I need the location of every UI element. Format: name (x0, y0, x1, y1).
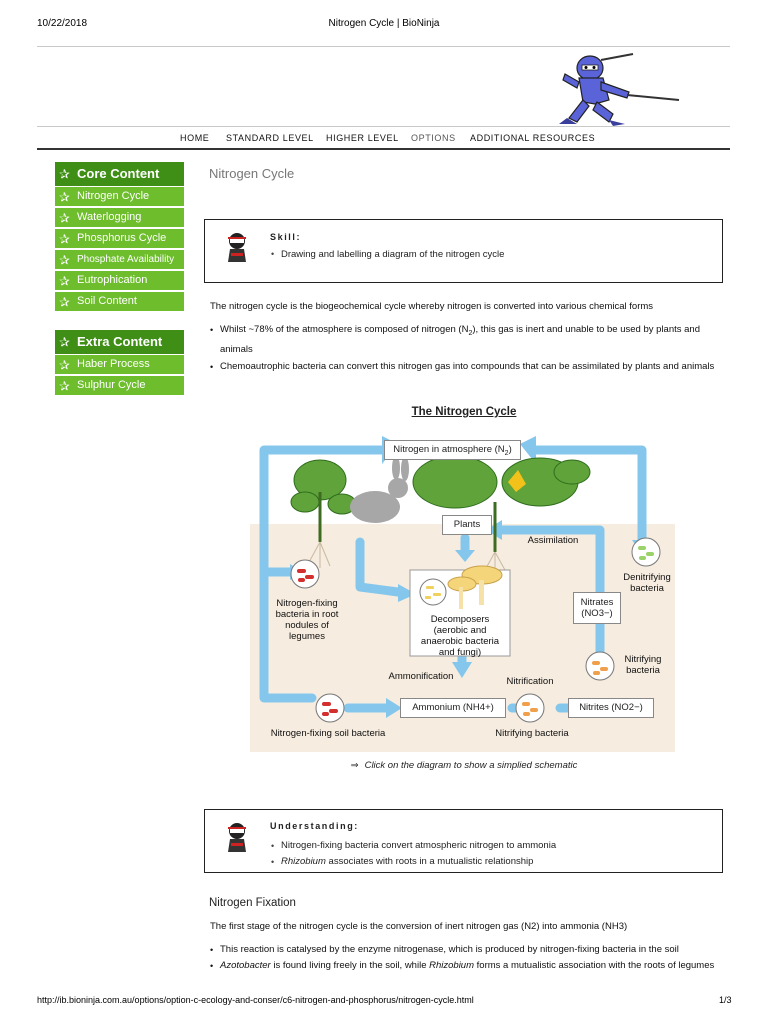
nav-top-rule (37, 126, 730, 127)
star-icon: ✰ (59, 166, 70, 182)
sidebar-core (55, 162, 184, 313)
text-fragment: Azotobacter (220, 960, 271, 971)
nitrogen-cycle-diagram[interactable] (250, 432, 675, 752)
nav-options[interactable]: OPTIONS (411, 133, 456, 143)
subscript: 2 (504, 449, 509, 457)
sidebar-extra-heading (55, 330, 184, 355)
atmosphere-box (384, 440, 521, 460)
sidebar-item-label: Soil Content (77, 295, 137, 307)
star-icon: ✰ (59, 273, 70, 288)
nav-higher-level[interactable]: HIGHER LEVEL (326, 133, 399, 143)
page-title: Nitrogen Cycle (209, 166, 295, 181)
sidebar-item-label: Haber Process (77, 358, 150, 370)
diagram-label: ) (508, 444, 512, 455)
fixation-heading: Nitrogen Fixation (209, 897, 296, 909)
diagram-label: (NO3−) (581, 608, 613, 619)
list-item: • Chemoautrophic bacteria can convert this nitrogen gas into compounds that can be assimilated by plants and animals (210, 359, 725, 375)
star-icon: ✰ (59, 189, 70, 204)
diagram-title: The Nitrogen Cycle (411, 406, 517, 418)
ninja-avatar-icon (225, 822, 249, 859)
text-fragment: is found living freely in the soil, while (270, 960, 430, 971)
skill-box (204, 219, 723, 283)
sidebar-item-label: Waterlogging (77, 211, 142, 223)
text-fragment: forms a mutualistic association with the roots of legumes (474, 960, 715, 971)
sidebar-core-heading (55, 162, 184, 187)
text-fragment: Whilst ~78% of the atmosphere is composed of nitrogen (N (220, 324, 469, 335)
star-icon: ✰ (59, 357, 70, 372)
skill-list (271, 249, 711, 260)
print-url: http://ib.bioninja.com.au/options/option-c-ecology-and-conser/c6-nitrogen-and-phosphorus/nitrogen-cycle.html (37, 995, 474, 1005)
diagram-label: Decomposers (430, 614, 490, 625)
sidebar-item-label: Eutrophication (77, 274, 148, 286)
list-item (271, 854, 711, 870)
list-item: • This reaction is catalysed by the enzyme nitrogenase, which is produced by nitrogen-fixing bacteria in the soil (210, 942, 725, 958)
header-top-rule (37, 46, 730, 47)
sidebar-item-label: Phosphate Availability (77, 254, 175, 265)
nitrification-label: Nitrification (506, 676, 554, 687)
nav-standard-level[interactable]: STANDARD LEVEL (226, 133, 314, 143)
print-date: 10/22/2018 (37, 18, 88, 29)
star-icon: ✰ (59, 334, 70, 350)
sidebar-extra (55, 330, 184, 397)
ninja-avatar-icon (225, 232, 249, 269)
soil-bacteria-label: Nitrogen-fixing soil bacteria (270, 728, 386, 739)
sidebar-item-phosphorus-cycle[interactable] (55, 229, 184, 250)
nitrifying-label-lower: Nitrifying bacteria (495, 728, 569, 739)
sidebar-item-haber-process[interactable] (55, 355, 184, 376)
nitrates-box (573, 592, 621, 624)
sidebar-item-soil-content[interactable] (55, 292, 184, 313)
diagram-label: Nitrates (580, 597, 614, 608)
nitrifying-label-upper: Nitrifying bacteria (624, 654, 662, 676)
arrow-right-icon: ⇒ (350, 760, 359, 771)
understanding-box (204, 809, 723, 873)
sidebar-item-label: Phosphorus Cycle (77, 232, 167, 244)
fixation-bullets (210, 942, 725, 974)
sidebar-item-label: Nitrogen Cycle (77, 190, 150, 202)
fixation-intro: The first stage of the nitrogen cycle is the conversion of inert nitrogen gas (N2) into ammonia (NH3) (210, 921, 628, 932)
ninja-logo[interactable] (555, 52, 690, 127)
sidebar-item-label: Sulphur Cycle (77, 379, 146, 391)
root-nodule-label: Nitrogen-fixing bacteria in root nodules of legumes (275, 598, 339, 642)
star-icon: ✰ (59, 378, 70, 393)
star-icon: ✰ (59, 210, 70, 225)
text-fragment: Rhizobium (281, 856, 326, 867)
sidebar-extra-title: Extra Content (77, 334, 163, 349)
understanding-heading: Understanding: (270, 821, 359, 831)
understanding-list (271, 838, 711, 870)
decomposers-label (412, 614, 508, 658)
diagram-label: Nitrogen in atmosphere (N (393, 444, 505, 455)
list-item (210, 958, 725, 974)
nitrites-box: Nitrites (NO2−) (568, 698, 654, 718)
sidebar-item-waterlogging[interactable] (55, 208, 184, 229)
diagram-label: (aerobic and anaerobic bacteria and fungi) (420, 625, 500, 658)
caption-text: Click on the diagram to show a simplied schematic (364, 760, 578, 771)
denitrifying-label: Denitrifying bacteria (623, 572, 671, 594)
nav-home[interactable]: HOME (180, 133, 210, 143)
print-title: Nitrogen Cycle | BioNinja (328, 18, 440, 29)
ammonium-box: Ammonium (NH4+) (400, 698, 506, 718)
text-fragment: associates with roots in a mutualistic relationship (325, 856, 534, 867)
nav-bottom-rule (37, 148, 730, 150)
ammonification-label: Ammonification (388, 671, 454, 682)
sidebar-item-sulphur-cycle[interactable] (55, 376, 184, 397)
page-counter: 1/3 (719, 995, 732, 1005)
sidebar-item-eutrophication[interactable] (55, 271, 184, 292)
intro-text: The nitrogen cycle is the biogeochemical cycle whereby nitrogen is converted into various chemical forms (210, 301, 654, 312)
star-icon: ✰ (59, 294, 70, 309)
nav-additional-resources[interactable]: ADDITIONAL RESOURCES (470, 133, 596, 143)
star-icon: ✰ (59, 231, 70, 246)
sidebar-item-phosphate-availability[interactable] (55, 250, 184, 271)
sidebar-core-title: Core Content (77, 166, 160, 181)
sidebar-item-nitrogen-cycle[interactable] (55, 187, 184, 208)
diagram-caption[interactable] (0, 760, 768, 771)
list-item: • Drawing and labelling a diagram of the nitrogen cycle (271, 249, 711, 260)
list-item: • Nitrogen-fixing bacteria convert atmospheric nitrogen to ammonia (271, 838, 711, 854)
subscript: 2 (468, 329, 473, 337)
skill-heading: Skill: (270, 232, 302, 242)
text-fragment: Rhizobium (429, 960, 475, 971)
assimilation-label: Assimilation (527, 535, 579, 546)
text-fragment: ), this gas is inert and unable to be used by plants and animals (220, 324, 700, 355)
plants-box: Plants (442, 515, 492, 535)
star-icon: ✰ (59, 252, 70, 267)
intro-bullets (210, 322, 725, 375)
list-item (210, 322, 725, 358)
